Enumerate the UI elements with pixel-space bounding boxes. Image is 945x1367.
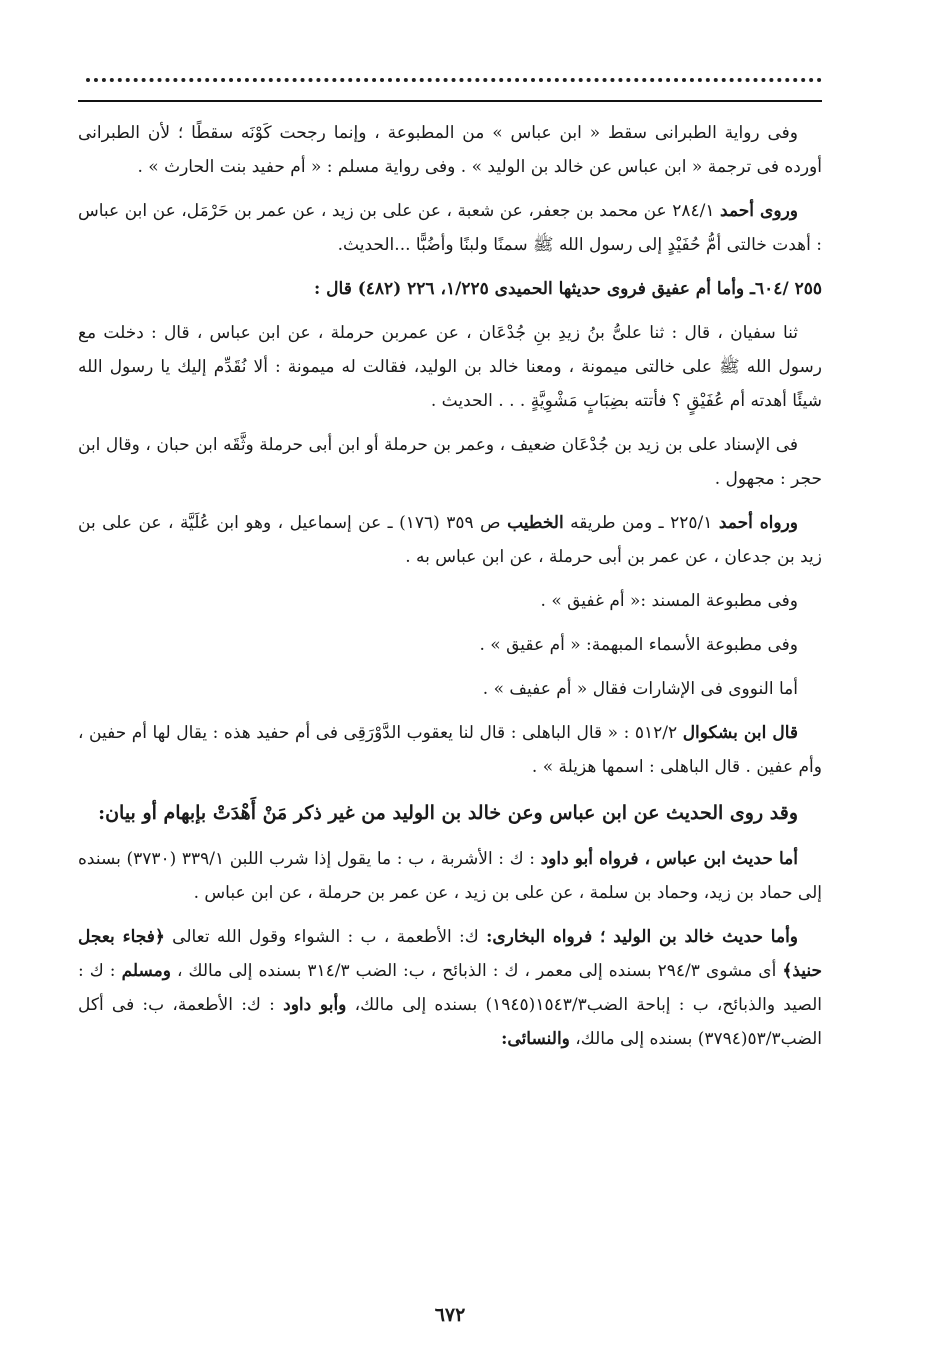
- paragraph-13-part-b: أى مشوى ٢٩٤/٣ بسنده إلى معمر ، ك : الذبائح ، ب: الضب ٣١٤/٣ بسنده إلى مالك ،: [177, 961, 777, 981]
- source-nasai: والنسائى:: [501, 1029, 570, 1049]
- paragraph-2: [78, 194, 822, 262]
- paragraph-13-part-c: : ك : الصيد والذبائح، ب : إباحة الضب١٥٤٣/٣(١٩٤٥) بسنده إلى مالك،: [78, 961, 822, 1015]
- paragraph-10: [78, 716, 822, 784]
- page-number: ٦٧٢: [434, 1304, 466, 1326]
- page: [78, 70, 823, 1326]
- paragraph-6-text: ص ٣٥٩ (١٧٦) ـ عن إسماعيل ، وهو ابن عُلَيَّة ، عن على بن زيد بن جدعان ، عن عمر بن أبى حرملة ، عن ابن عباس به .: [78, 513, 822, 567]
- paragraph-11: [78, 794, 822, 832]
- paragraph-10-text: ٥١٢/٢ : « قال الباهلى : قال لنا يعقوب الدَّوْرَقِى فى أم حفيد هذه : يقال لها أم حفين ، وأم عفين . قال الباهلى : اسمها هزيلة » .: [78, 723, 822, 777]
- header-rule: [78, 100, 822, 102]
- paragraph-12-lead: أما حديث ابن عباس ، فرواه أبو داود: [540, 849, 798, 869]
- paragraph-13-part-a: ك: الأطعمة ، ب : الشواء وقول الله تعالى: [172, 927, 479, 947]
- paragraph-7-text: وفى مطبوعة المسند :« أم غفيق » .: [540, 591, 798, 611]
- paragraph-8: [78, 628, 822, 662]
- paragraph-5-text: فى الإسناد على بن زيد بن جُدْعَان ضعيف ، وعمر بن حرملة أو ابن أبى حرملة وثَّقَه ابن حبان ، وقال ابن حجر : مجهول .: [78, 435, 822, 489]
- paragraph-4-text: ثنا سفيان ، قال : ثنا علىُّ بنُ زيدِ بنِ جُدْعَان ، عن عمربن حرملة ، عن ابن عباس ، قال : دخلت مع رسول الله ﷺ على خالتى ميمونة ، ومعنا خالد بن الوليد، فقالت له ميمونة : ألا نُقَدِّم إليك يا رسول الله شيئًا أهدته أم عُفَيْقٍ ؟ فأتته بضِبَابٍ مَشْوِيَّةٍ . . . الحديث .: [78, 323, 822, 411]
- paragraph-9-text: أما النووى فى الإشارات فقال « أم عفيف » .: [482, 679, 798, 699]
- paragraph-8-text: وفى مطبوعة الأسماء المبهمة: « أم عقيق » .: [479, 635, 798, 655]
- paragraph-9: [78, 672, 822, 706]
- quran-quote: ﴿فجاء بعجل حنيذ﴾: [78, 927, 823, 981]
- paragraph-6-mid: ٢٢٥/١ ـ ومن طريقه: [570, 513, 713, 533]
- paragraph-5: [78, 428, 822, 496]
- source-abu-dawud: وأبو داود: [283, 995, 347, 1015]
- paragraph-12: [78, 842, 822, 910]
- paragraph-13: [78, 920, 822, 1056]
- paragraph-13-part-d: : ك: الأطعمة، ب: فى أكل الضب٥٣/٣(٣٧٩٤) بسنده إلى مالك،: [78, 995, 822, 1049]
- paragraph-10-lead: قال ابن بشكوال: [682, 723, 798, 743]
- paragraph-7: [78, 584, 822, 618]
- paragraph-11-text: وقد روى الحديث عن ابن عباس وعن خالد بن الوليد من غير ذكر مَنْ أَهْدَتْ بإبهام أو بيان:: [98, 802, 798, 824]
- paragraph-6-khatib: الخطيب: [507, 513, 564, 533]
- entry-heading-text: ٢٥٥ /٦٠٤ـ وأما أم عفيق فروى حديثها الحميدى ١/٢٢٥، ٢٢٦ (٤٨٢) قال :: [313, 279, 822, 299]
- source-muslim: ومسلم: [121, 961, 171, 981]
- paragraph-6-lead: ورواه أحمد: [718, 513, 799, 533]
- paragraph-13-lead: وأما حديث خالد بن الوليد ؛ فرواه البخارى:: [486, 927, 799, 947]
- paragraph-4: [78, 316, 822, 418]
- document-body: [78, 116, 822, 1066]
- paragraph-6: [78, 506, 822, 574]
- paragraph-2-lead: وروى أحمد: [720, 201, 798, 221]
- dotted-separator: [86, 78, 822, 86]
- paragraph-1: [78, 116, 822, 184]
- paragraph-1-text: وفى رواية الطبرانى سقط « ابن عباس » من المطبوعة ، وإنما رجحت كَوْنَه سقطًا ؛ لأن الطبرانى أورده فى ترجمة « ابن عباس عن خالد بن الوليد » . وفى رواية مسلم : « أم حفيد بنت الحارث » .: [78, 123, 822, 177]
- paragraph-12-text: : ك : الأشربة ، ب : ما يقول إذا شرب اللبن ٣٣٩/١ (٣٧٣٠) بسنده إلى حماد بن زيد، وحماد بن سلمة ، عن على بن زيد ، عن عمر بن حرملة ، عن ابن عباس .: [78, 849, 822, 903]
- entry-heading: [78, 272, 822, 306]
- paragraph-2-text: ٢٨٤/١ عن محمد بن جعفر، عن شعبة ، عن على بن زيد ، عن عمر بن حَرْمَل، عن ابن عباس : أهدت خالتى أمُّ حُفَيْدٍ إلى رسول الله ﷺ سمنًا ولبنًا وأضُبًّا ...الحديث.: [78, 201, 822, 255]
